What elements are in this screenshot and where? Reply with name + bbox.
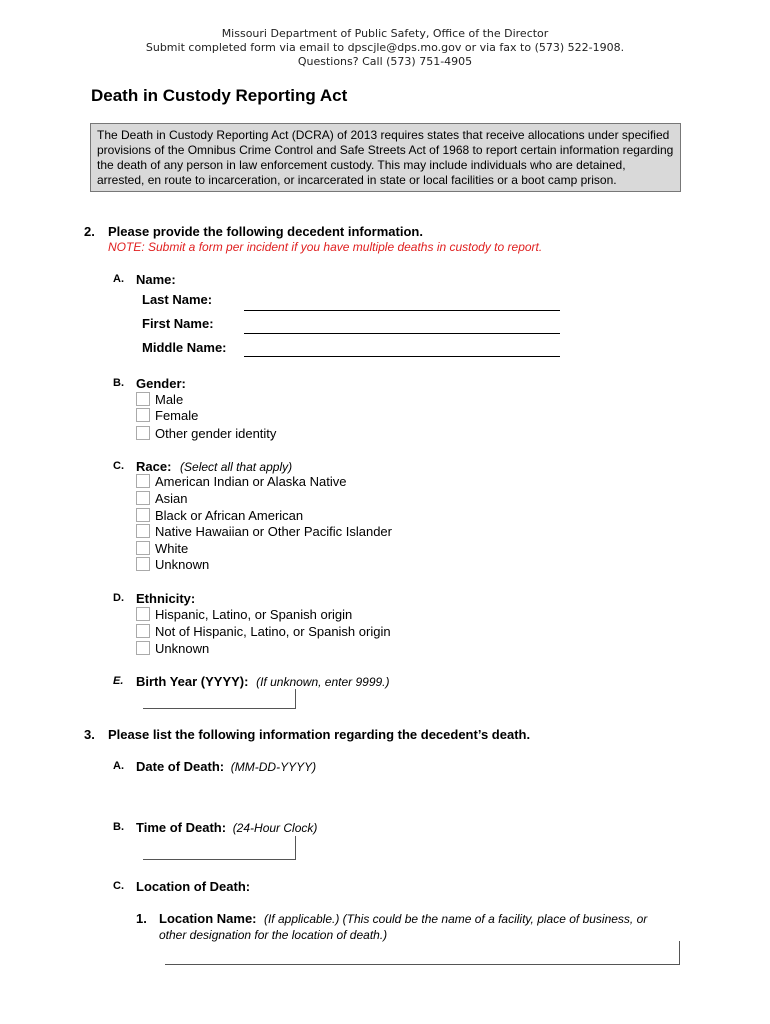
race-section-label <box>136 459 292 474</box>
race-option-black[interactable] <box>136 507 303 523</box>
form-header <box>0 27 770 69</box>
header-agency: Missouri Department of Public Safety, Office of the Director <box>221 27 549 40</box>
time-of-death-letter: B. <box>113 821 124 833</box>
location-of-death-letter: C. <box>113 880 124 892</box>
checkbox[interactable] <box>136 426 150 440</box>
intro-description-box: The Death in Custody Reporting Act (DCRA) of 2013 requires states that receive allocations under specified provisions of the Omnibus Crime Control and Safe Streets Act of 1968 to report certain information regarding the death of any person in law enforcement custody. This may include individuals who are detained, arrested, en route to incarceration, or incarcerated in state or local facilities or a boot camp prison. <box>90 123 681 192</box>
checkbox[interactable] <box>136 641 150 655</box>
option-label: Male <box>155 391 184 407</box>
last-name-field[interactable] <box>244 310 560 311</box>
gender-option-female[interactable] <box>136 407 198 423</box>
last-name-label: Last Name: <box>142 292 213 307</box>
option-label: Other gender identity <box>155 425 277 441</box>
birth-year-hint: (If unknown, enter 9999.) <box>256 675 390 689</box>
checkbox[interactable] <box>136 491 150 505</box>
date-of-death-label-text: Date of Death: <box>136 759 225 774</box>
ethnicity-option-hispanic[interactable] <box>136 606 352 622</box>
race-hint: (Select all that apply) <box>180 460 293 474</box>
ethnicity-section-letter: D. <box>113 592 124 604</box>
race-label-text: Race: <box>136 459 172 474</box>
page-title: Death in Custody Reporting Act <box>91 86 348 105</box>
option-label: Native Hawaiian or Other Pacific Islander <box>155 523 392 539</box>
race-section-letter: C. <box>113 460 124 472</box>
checkbox[interactable] <box>136 524 150 538</box>
middle-name-field[interactable] <box>244 356 560 357</box>
location-name-field[interactable] <box>165 941 680 965</box>
gender-option-male[interactable] <box>136 391 183 407</box>
checkbox[interactable] <box>136 474 150 488</box>
time-of-death-field[interactable] <box>143 836 296 860</box>
location-name-number: 1. <box>136 911 147 926</box>
checkbox[interactable] <box>136 541 150 555</box>
birth-year-section-letter: E. <box>113 675 124 687</box>
location-name-hint-line1: (If applicable.) (This could be the name of a facility, place of business, or <box>263 912 648 926</box>
race-option-asian[interactable] <box>136 490 188 506</box>
checkbox[interactable] <box>136 408 150 422</box>
ethnicity-option-unknown[interactable] <box>136 640 209 656</box>
checkbox[interactable] <box>136 557 150 571</box>
checkbox[interactable] <box>136 508 150 522</box>
option-label: Unknown <box>155 640 210 656</box>
time-of-death-label <box>136 820 317 835</box>
location-name-hint-line2: other designation for the location of death.) <box>159 928 388 942</box>
ethnicity-option-not-hispanic[interactable] <box>136 623 391 639</box>
question-3-text: Please list the following information regarding the decedent’s death. <box>108 727 531 742</box>
option-label: White <box>155 540 189 556</box>
date-of-death-label <box>136 759 316 774</box>
question-2-note: NOTE: Submit a form per incident if you have multiple deaths in custody to report. <box>108 240 543 254</box>
checkbox[interactable] <box>136 607 150 621</box>
option-label: Hispanic, Latino, or Spanish origin <box>155 606 353 622</box>
gender-section-label: Gender: <box>136 376 186 391</box>
option-label: Female <box>155 407 199 423</box>
header-submit-instructions: Submit completed form via email to dpscjle@dps.mo.gov or via fax to (573) 522-1908. <box>145 41 625 54</box>
location-name-label: Location Name: <box>159 911 257 926</box>
option-label: Black or African American <box>155 507 304 523</box>
date-of-death-field[interactable] <box>143 778 296 798</box>
first-name-field[interactable] <box>244 333 560 334</box>
middle-name-label: Middle Name: <box>142 340 227 355</box>
time-of-death-hint: (24-Hour Clock) <box>232 821 318 835</box>
date-of-death-hint: (MM-DD-YYYY) <box>230 760 317 774</box>
question-2-text: Please provide the following decedent information. <box>108 224 423 239</box>
location-name-block <box>159 911 699 943</box>
date-of-death-letter: A. <box>113 760 124 772</box>
gender-option-other[interactable] <box>136 425 276 441</box>
question-3-number: 3. <box>84 727 95 742</box>
option-label: Not of Hispanic, Latino, or Spanish origin <box>155 623 391 639</box>
race-option-american-indian[interactable] <box>136 473 346 489</box>
birth-year-section-label <box>136 674 390 689</box>
checkbox[interactable] <box>136 392 150 406</box>
option-label: Asian <box>155 490 188 506</box>
birth-year-field[interactable] <box>143 689 296 709</box>
name-section-label: Name: <box>136 272 176 287</box>
location-of-death-label: Location of Death: <box>136 879 251 894</box>
gender-section-letter: B. <box>113 377 124 389</box>
time-of-death-label-text: Time of Death: <box>136 820 227 835</box>
race-option-pacific-islander[interactable] <box>136 523 392 539</box>
race-option-white[interactable] <box>136 540 188 556</box>
name-section-letter: A. <box>113 273 124 285</box>
checkbox[interactable] <box>136 624 150 638</box>
birth-year-label-text: Birth Year (YYYY): <box>136 674 249 689</box>
option-label: American Indian or Alaska Native <box>155 473 347 489</box>
header-questions-phone: Questions? Call (573) 751-4905 <box>297 55 473 68</box>
option-label: Unknown <box>155 556 210 572</box>
first-name-label: First Name: <box>142 316 214 331</box>
race-option-unknown[interactable] <box>136 556 209 572</box>
question-2-number: 2. <box>84 224 95 239</box>
ethnicity-section-label: Ethnicity: <box>136 591 196 606</box>
